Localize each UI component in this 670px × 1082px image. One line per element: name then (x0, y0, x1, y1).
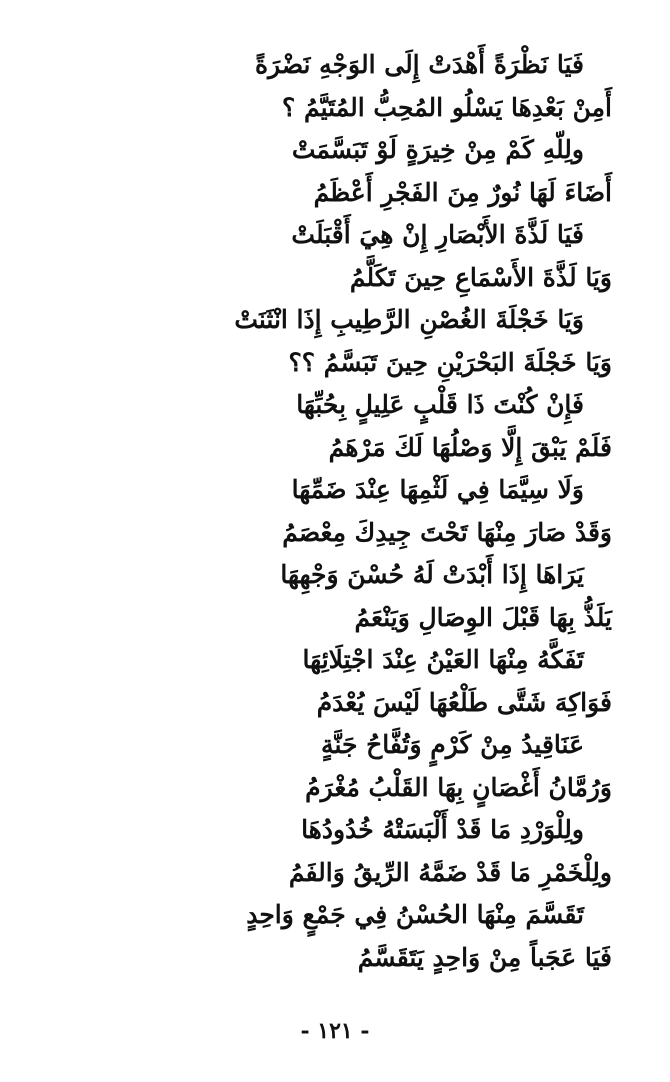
poem-line (0, 299, 670, 342)
poem-line-text: تَفَكَّهُ مِنْهَا العَيْنُ عِنْدَ اجْتِلَائِهَا (302, 645, 584, 674)
poem-line-text: وَيَا خَجْلَةَ البَحْرَيْنِ حِينَ تَبَسَّمُ ؟؟ (288, 347, 612, 377)
poem-line (0, 427, 670, 470)
poem-line (0, 554, 670, 597)
poem-line (0, 512, 670, 555)
poem-line-text: ولِلّهِ كَمْ مِنْ خِيرَةٍ لَوْ تَبَسَّمَتْ (291, 135, 584, 164)
poem-line-text: فَيَا عَجَباً مِنْ وَاحِدٍ يَتَقَسَّمُ (357, 942, 612, 972)
poem-line-text: أَضَاءَ لَهَا نُورٌ مِنَ الفَجْرِ أَعْظَمُ (313, 177, 612, 207)
poem-line (0, 724, 670, 767)
poem-line (0, 639, 670, 682)
poem-line-text: وَلَا سِيَّمَا فِي لَثْمِهَا عِنْدَ ضَمِّهَا (291, 475, 584, 504)
poem-line-text: أَمِنْ بَعْدِهَا يَسْلُو المُحِبُّ المُتَيَّمُ ؟ (282, 92, 612, 122)
poem-line (0, 852, 670, 895)
poem (0, 44, 670, 979)
poem-line (0, 257, 670, 300)
poem-line (0, 172, 670, 215)
poem-line-text: فَيَا لَذَّةَ الأَبْصَارِ إِنْ هِيَ أَقْبَلَتْ (291, 220, 584, 249)
poem-line (0, 597, 670, 640)
poem-line-text: وَيَا لَذَّةَ الأَسْمَاعِ حِينَ تَكَلَّمُ (349, 262, 612, 292)
poem-line-text: فَإِنْ كُنْتَ ذَا قَلْبٍ عَلِيلٍ بِحُبِّهَا (296, 390, 584, 419)
page-number: - ١٢١ - (300, 1018, 370, 1044)
poem-line (0, 87, 670, 130)
poem-line (0, 342, 670, 385)
poem-line (0, 937, 670, 980)
poem-line-text: وَرُمَّانُ أَغْصَانٍ بِهَا القَلْبُ مُغْرَمُ (305, 772, 612, 802)
poem-line-text: وَقَدْ صَارَ مِنْهَا تَحْتَ جِيدِكَ مِعْصَمُ (282, 517, 612, 547)
poem-line (0, 894, 670, 937)
poem-line-text: ولِلْخَمْرِ مَا قَدْ ضَمَّهُ الرِّيقُ وَالفَمُ (288, 857, 612, 887)
poem-line (0, 682, 670, 725)
poem-line-text: ولِلْوَرْدِ مَا قَدْ أَلْبَسَتْهُ خُدُودُهَا (301, 815, 584, 844)
poem-line (0, 44, 670, 87)
poem-line (0, 214, 670, 257)
poem-line-text: عَنَاقِيدُ مِنْ كَرْمٍ وَتُفَّاحُ جَنَّةٍ (321, 730, 584, 759)
poem-line-text: يَرَاهَا إِذَا أَبْدَتْ لَهُ حُسْنَ وَجْهِهَا (280, 560, 584, 589)
poem-line (0, 809, 670, 852)
poem-line (0, 767, 670, 810)
poem-line-text: وَيَا خَجْلَةَ الغُصْنِ الرَّطِيبِ إِذَا انْثَنَتْ (234, 305, 584, 334)
poem-line-text: فَلَمْ يَبْقَ إِلَّا وَصْلُهَا لَكَ مَرْهَمُ (328, 432, 612, 462)
poem-line-text: تَقَسَّمَ مِنْهَا الحُسْنُ فِي جَمْعٍ وَاحِدٍ (246, 900, 584, 929)
poem-line-text: فَوَاكِهَ شَتَّى طَلْعُهَا لَيْسَ يُعْدَمُ (316, 687, 612, 717)
poem-line-text: فَيَا نَظْرَةً أَهْدَتْ إِلَى الوَجْهِ نَضْرَةً (254, 50, 584, 79)
poem-line (0, 469, 670, 512)
poem-line (0, 384, 670, 427)
poem-line (0, 129, 670, 172)
poem-line-text: يَلَذُّ بِهَا قَبْلَ الوِصَالِ وَيَنْعَمُ (354, 602, 612, 632)
